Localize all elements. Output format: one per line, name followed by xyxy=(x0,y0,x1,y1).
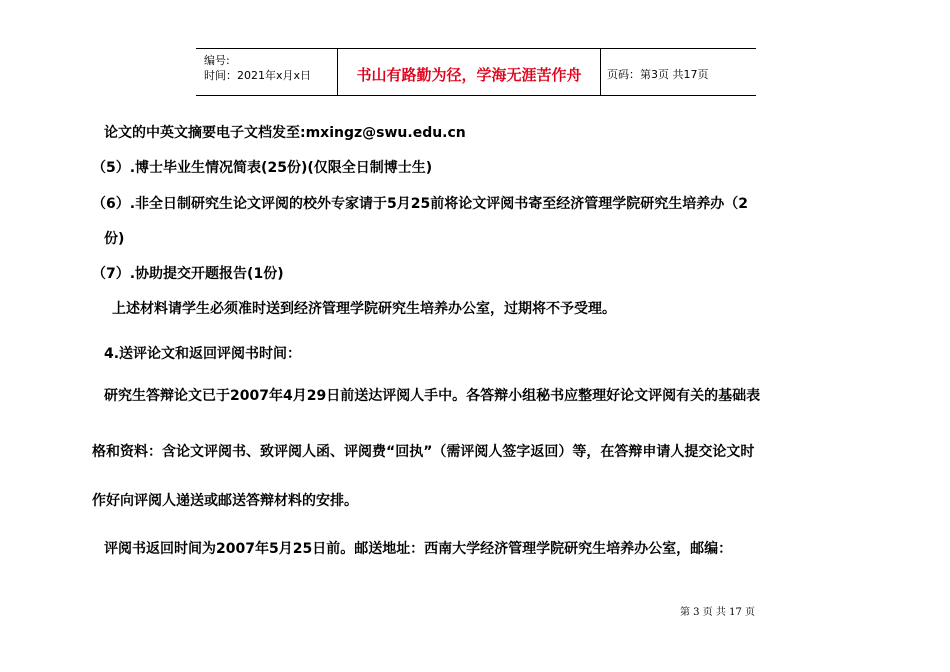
header-page-info: 页码：第3页 共17页 xyxy=(607,68,709,81)
body-line-para1-1: 研究生答辩论文已于2007年4月29日前送达评阅人手中。各答辩小组秘书应整理好论文评阅有关的基础表 xyxy=(104,388,761,404)
body-line-para2: 评阅书返回时间为2007年5月25日前。邮送地址：西南大学经济管理学院研究生培养办公室，邮编： xyxy=(104,541,733,557)
header-motto-cell xyxy=(338,49,601,95)
body-line-item-7: （7）.协助提交开题报告(1份) xyxy=(92,266,284,282)
document-header xyxy=(196,48,756,96)
header-motto: 书山有路勤为径，学海无涯苦作舟 xyxy=(356,66,582,84)
body-line-email: 论文的中英文摘要电子文档发至:mxingz@swu.edu.cn xyxy=(104,125,466,141)
body-line-notice: 上述材料请学生必须准时送到经济管理学院研究生培养办公室，过期将不予受理。 xyxy=(112,301,616,317)
body-line-item-6-cont: 份) xyxy=(104,231,125,247)
header-time-label: 时间：2021年x月x日 xyxy=(204,69,312,82)
header-number-label: 编号: xyxy=(204,54,230,67)
body-line-para1-2: 格和资料：含论文评阅书、致评阅人函、评阅费“回执”（需评阅人签字返回）等，在答辩申请人提交论文时 xyxy=(92,444,755,460)
body-line-para1-3: 作好向评阅人递送或邮送答辩材料的安排。 xyxy=(92,493,358,509)
section-heading-4: 4.送评论文和返回评阅书时间： xyxy=(104,346,302,362)
header-page-cell xyxy=(601,49,756,95)
header-meta-cell xyxy=(196,49,338,95)
page-footer: 第 3 页 共 17 页 xyxy=(680,607,755,618)
body-line-item-5: （5）.博士毕业生情况简表(25份)(仅限全日制博士生) xyxy=(92,160,433,176)
body-line-item-6: （6）.非全日制研究生论文评阅的校外专家请于5月25前将论文评阅书寄至经济管理学院研究生培养办（2 xyxy=(92,196,749,212)
